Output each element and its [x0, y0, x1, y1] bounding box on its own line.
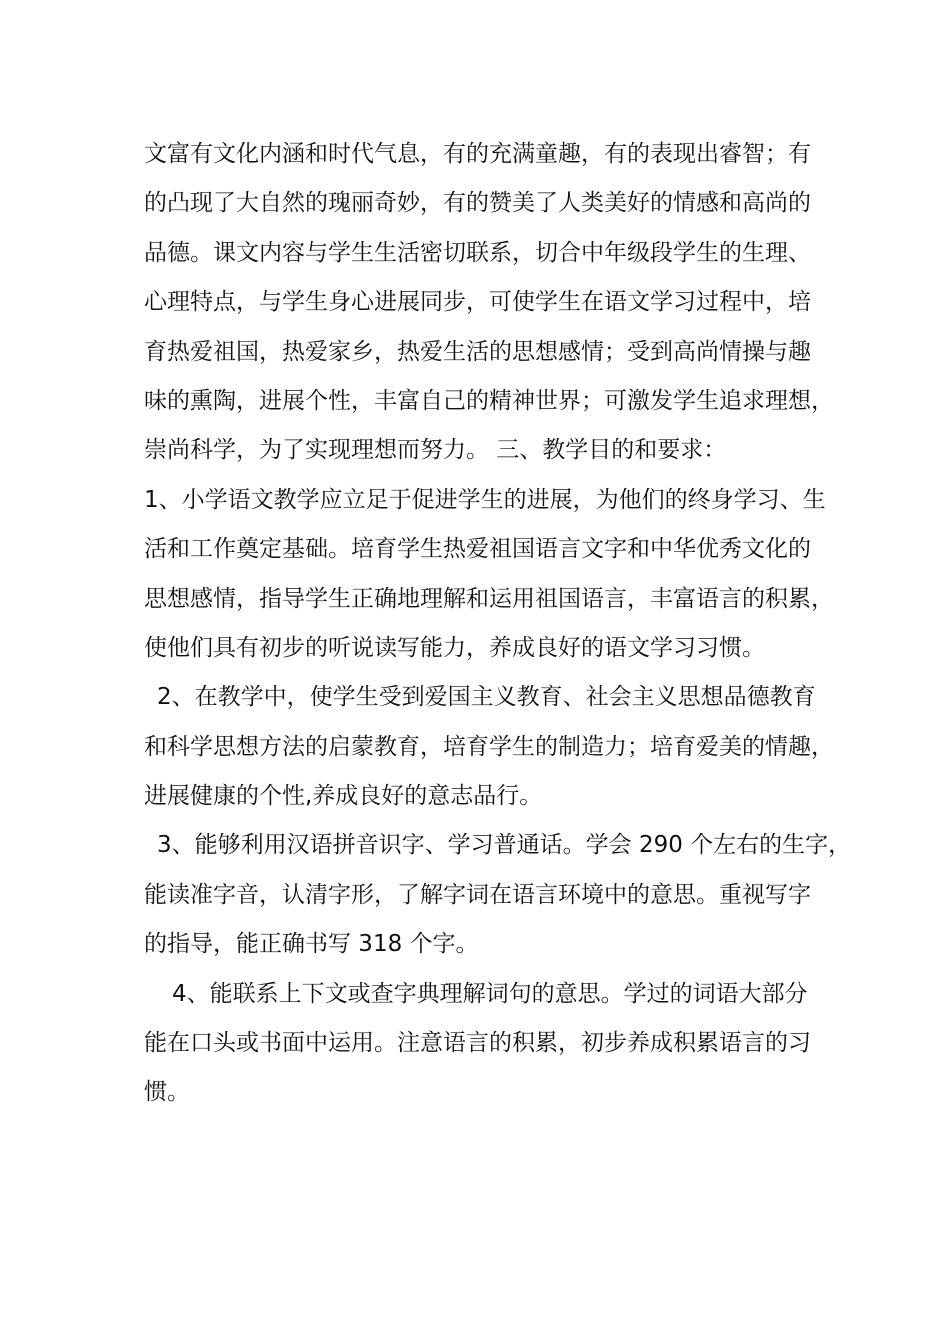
- text-line: 心理特点，与学生身心进展同步，可使学生在语文学习过程中，培: [144, 289, 811, 316]
- text-line: 的指导，能正确书写 318 个字。: [144, 931, 479, 958]
- text-line: 思想感情，指导学生正确地理解和运用祖国语言，丰富语言的积累，: [144, 585, 834, 612]
- text-line: 使他们具有初步的听说读写能力，养成良好的语文学习习惯。: [144, 634, 765, 661]
- text-line: 活和工作奠定基础。培育学生热爱祖国语言文字和中华优秀文化的: [144, 536, 811, 563]
- text-line: 能读准字音，认清字形，了解字词在语言环境中的意思。重视写字: [144, 881, 811, 908]
- text-line: 文富有文化内涵和时代气息，有的充满童趣，有的表现出睿智；有: [144, 141, 811, 167]
- text-line: 2、在教学中，使学生受到爱国主义教育、社会主义思想品德教育: [157, 684, 816, 711]
- text-line: 进展健康的个性,养成良好的意志品行。: [144, 783, 543, 810]
- text-line: 和科学思想方法的启蒙教育，培育学生的制造力；培育爱美的情趣，: [144, 733, 834, 760]
- text-line: 品德。课文内容与学生生活密切联系，切合中年级段学生的生理、: [144, 239, 811, 266]
- text-line: 惯。: [144, 1079, 190, 1106]
- text-line: 1、小学语文教学应立足于促进学生的进展，为他们的终身学习、生: [144, 486, 826, 513]
- text-line: 3、能够利用汉语拼音识字、学习普通话。学会 290 个左右的生字，: [157, 832, 852, 859]
- text-line: 的凸现了大自然的瑰丽奇妙，有的赞美了人类美好的情感和高尚的: [144, 190, 811, 217]
- text-line: 4、能联系上下文或查字典理解词句的意思。学过的词语大部分: [172, 980, 808, 1007]
- text-line: 味的熏陶，进展个性，丰富自己的精神世界；可激发学生追求理想，: [144, 387, 834, 414]
- text-line: 育热爱祖国，热爱家乡，热爱生活的思想感情；受到高尚情操与趣: [144, 338, 811, 365]
- text-line: 能在口头或书面中运用。注意语言的积累，初步养成积累语言的习: [144, 1030, 811, 1057]
- body-text: [144, 130, 852, 1118]
- text-line: 崇尚科学，为了实现理想而努力。 三、教学目的和要求：: [144, 437, 727, 464]
